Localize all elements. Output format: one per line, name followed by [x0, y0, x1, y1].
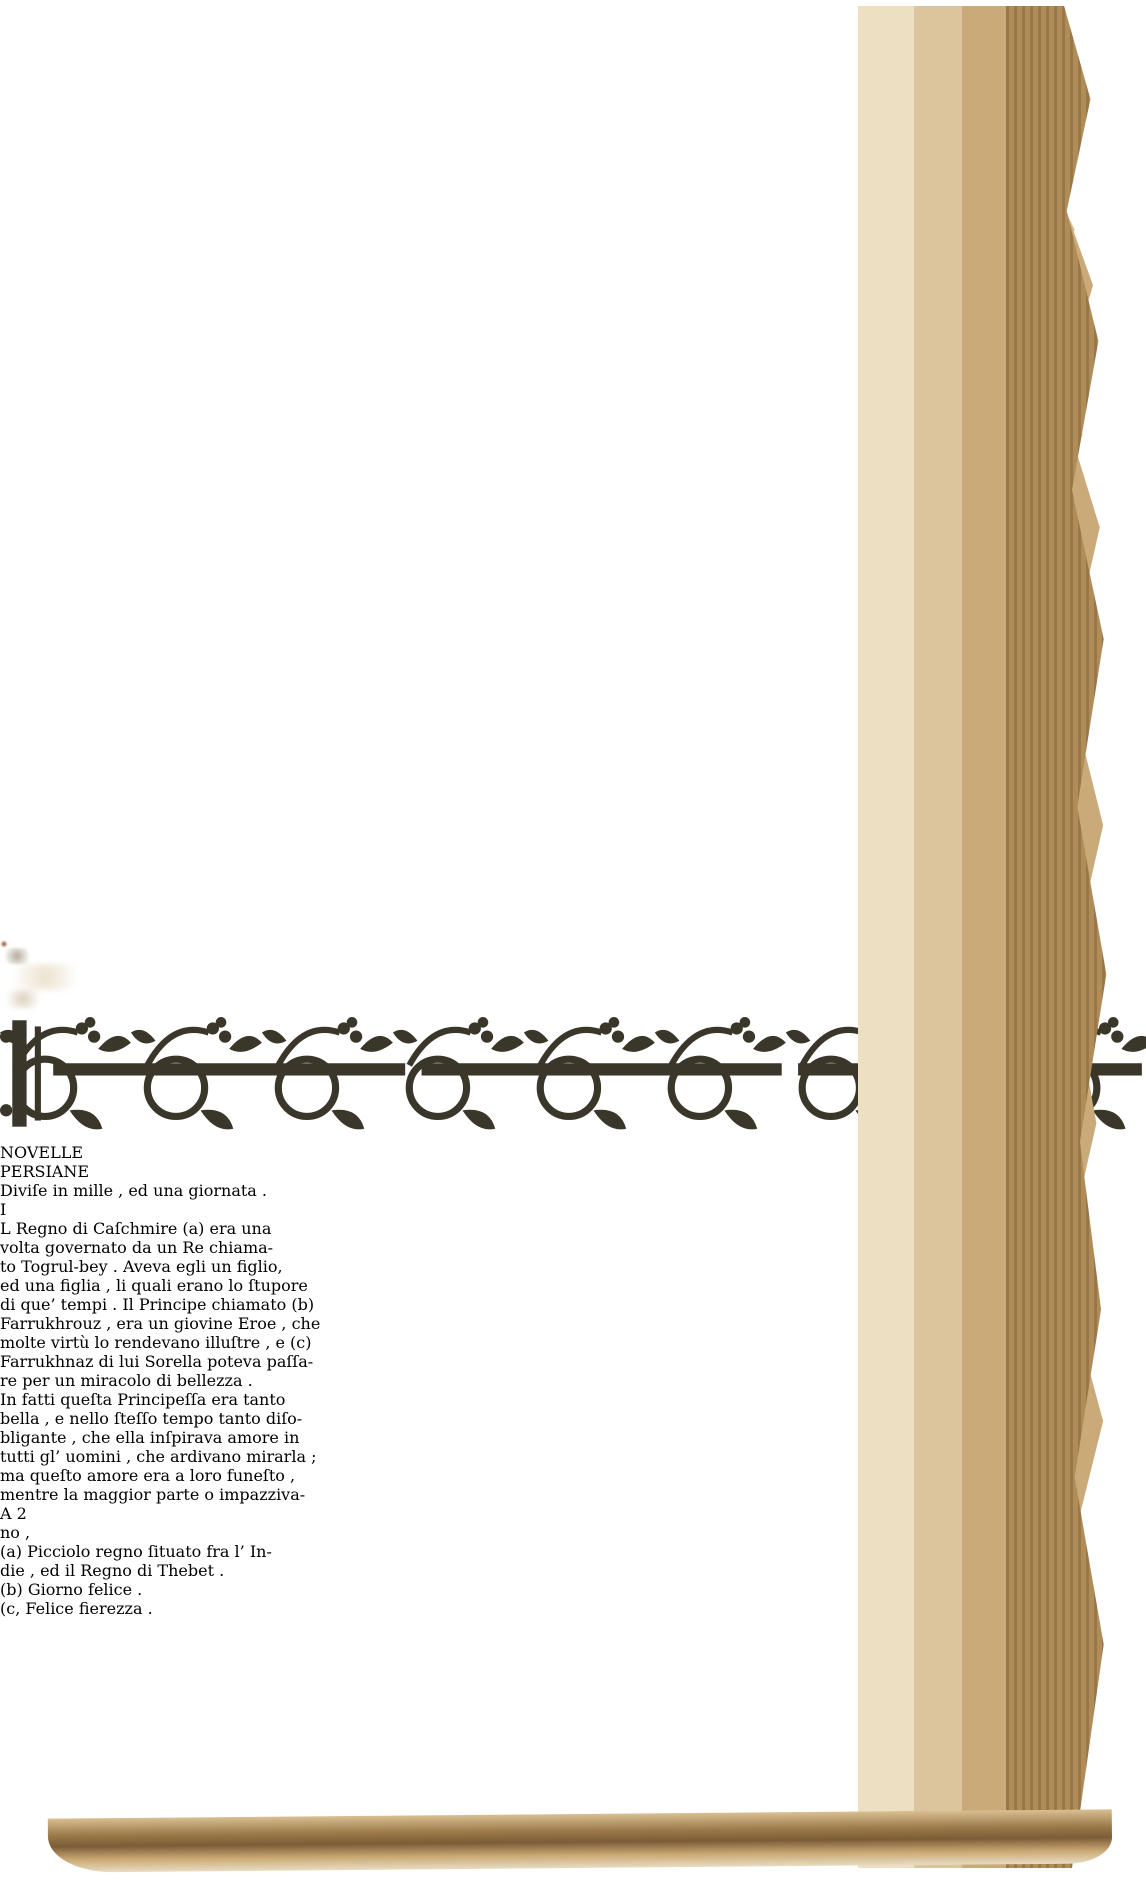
- drop-cap: I: [0, 1199, 7, 1219]
- text-line: volta governato da un Re chiama-: [0, 1237, 274, 1257]
- text-line: ma queſto amore era a loro funeſto ,: [0, 1465, 296, 1485]
- text-line: bligante , che ella inſpirava amore in: [0, 1427, 300, 1447]
- footnote-line: (b) Giorno felice .: [0, 1579, 143, 1599]
- text-line: Farrukhnaz di lui Sorella poteva paſſa-: [0, 1351, 314, 1371]
- verso-show-through: [0, 780, 520, 940]
- verso-show-through: [0, 398, 500, 444]
- text-line: ed una figlia , li quali erano lo ſtupore: [0, 1275, 308, 1295]
- text-line: re per un miracolo di bellezza .: [0, 1370, 253, 1390]
- text-line: mentre la maggior parte o impazziva-: [0, 1484, 306, 1504]
- text-line: L Regno di Caſchmire (a) era una: [0, 1218, 272, 1238]
- footnote-line: (c, Felice fierezza .: [0, 1598, 153, 1618]
- text-line: di que’ tempi . Il Principe chiamato (b): [0, 1294, 315, 1314]
- text-line: to Togrul-bey . Aveva egli un figlio,: [0, 1256, 283, 1276]
- catchword: no ,: [0, 1522, 31, 1542]
- binding-edge: [4, 40, 46, 1842]
- text-line: molte virtù lo rendevano illuſtre , e (c): [0, 1332, 312, 1352]
- text-line: In fatti queſta Principeſſa era tanto: [0, 1389, 286, 1409]
- book-title-line1: NOVELLE: [0, 1142, 83, 1162]
- footnote-line: die , ed il Regno di Thebet .: [0, 1560, 225, 1580]
- text-line: Farrukhrouz , era un giovine Eroe , che: [0, 1313, 321, 1333]
- footnote-line: (a) Picciolo regno ſituato fra l’ In-: [0, 1541, 272, 1561]
- signature-mark: A 2: [0, 1503, 27, 1523]
- page-edge-layer: [1006, 6, 1138, 1868]
- deckle-page-edges: [858, 6, 1140, 1868]
- text-line: tutti gl’ uomini , che ardivano mirarla ;: [0, 1446, 317, 1466]
- subtitle: Diviſe in mille , ed una giornata .: [0, 1180, 267, 1200]
- book-title-line2: PERSIANE: [0, 1161, 90, 1181]
- book-bottom-edge: [48, 1809, 1112, 1872]
- text-line: bella , e nello ſteſſo tempo tanto diſo-: [0, 1408, 303, 1428]
